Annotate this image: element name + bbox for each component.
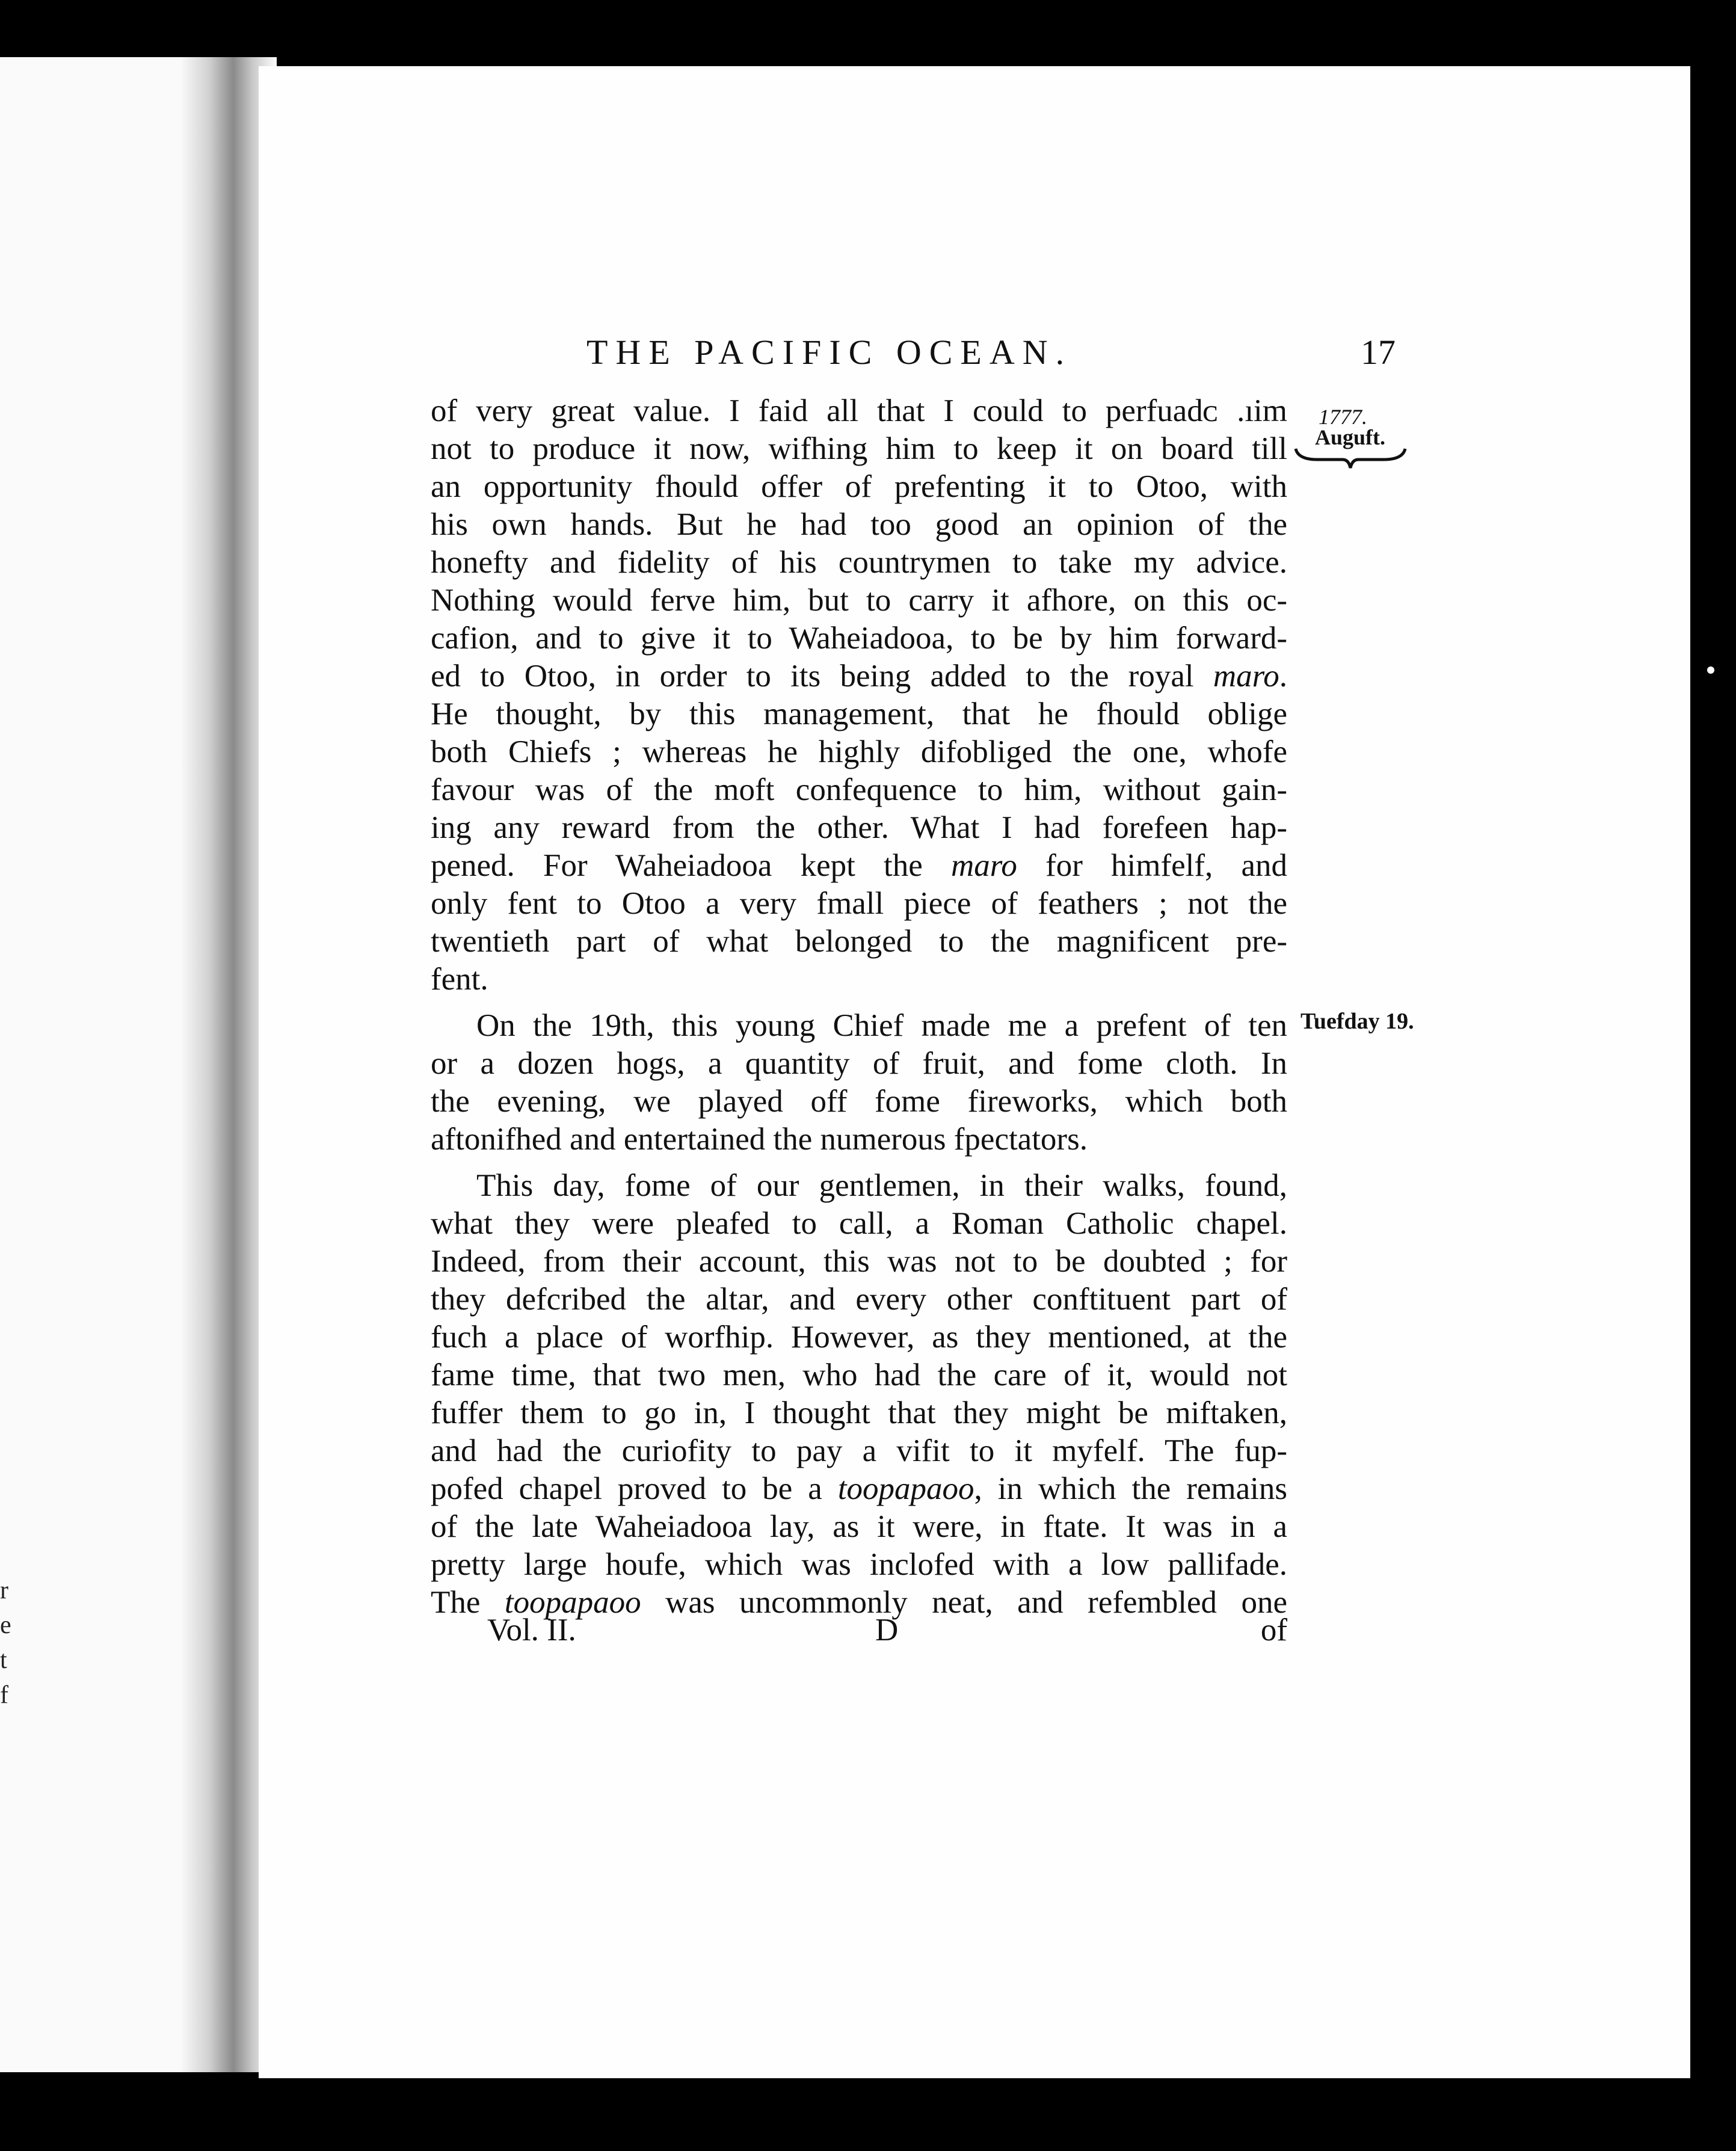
text-line: pened. For Waheiadooa kept the maro for himfelf, and <box>431 848 1287 883</box>
signature-mark: D <box>875 1613 899 1648</box>
text-line: ing any reward from the other. What I had forefeen hap- <box>431 810 1287 845</box>
text-line: The toopapaoo was uncommonly neat, and refembled one <box>431 1585 1288 1620</box>
margin-brace-icon <box>1293 444 1408 470</box>
margin-year: 1777. <box>1319 405 1367 429</box>
text-line: his own hands. But he had too good an opinion of the <box>431 507 1287 542</box>
margin-month: Auguft. <box>1315 425 1386 449</box>
text-line: Indeed, from their account, this was not to be doubted ; for <box>431 1244 1287 1279</box>
text-line: fuffer them to go in, I thought that they might be miftaken, <box>431 1396 1287 1430</box>
text-line: favour was of the moft confequence to him, without gain- <box>431 772 1287 807</box>
running-head: THE PACIFIC OCEAN. <box>586 333 1073 372</box>
text-line: He thought, by this management, that he fhould oblige <box>431 697 1287 731</box>
fragment-letter: e <box>0 1611 11 1639</box>
text-line: fent. <box>431 962 488 997</box>
text-line: ed to Otoo, in order to its being added to the royal maro. <box>431 659 1287 694</box>
text-line: This day, fome of our gentlemen, in their walks, found, <box>476 1168 1287 1203</box>
text-line: Nothing would ferve him, but to carry it afhore, on this oc- <box>431 583 1287 618</box>
text-line: of very great value. I faid all that I could to perfuadᴄ .ıim <box>431 393 1287 428</box>
scan-speck <box>1707 666 1714 674</box>
text-line: the evening, we played off fome fireworks, which both <box>431 1084 1287 1119</box>
text-line: honefty and fidelity of his countrymen to take my advice. <box>431 545 1287 580</box>
body-text <box>431 392 1287 1622</box>
fragment-letter: t <box>0 1646 7 1674</box>
margin-date-note: Tuefday 19. <box>1300 1009 1414 1034</box>
text-line: only fent to Otoo a very fmall piece of feathers ; not the <box>431 886 1287 921</box>
text-line: fame time, that two men, who had the care of it, would not <box>431 1358 1287 1392</box>
text-line: On the 19th, this young Chief made me a prefent of ten <box>476 1008 1287 1043</box>
text-line: cafion, and to give it to Waheiadooa, to be by him forward- <box>431 621 1287 656</box>
text-line: they defcribed the altar, and every other conftituent part of <box>431 1282 1287 1317</box>
text-line: pofed chapel proved to be a toopapaoo, in which the remains <box>431 1471 1287 1506</box>
page-number: 17 <box>1361 333 1396 372</box>
text-line: aftonifhed and entertained the numerous fpectators. <box>431 1122 1088 1157</box>
text-line: fuch a place of worfhip. However, as they mentioned, at the <box>431 1320 1287 1355</box>
text-line: what they were pleafed to call, a Roman Catholic chapel. <box>431 1206 1287 1241</box>
text-line: or a dozen hogs, a quantity of fruit, and fome cloth. In <box>431 1046 1287 1081</box>
fragment-letter: f <box>0 1681 8 1709</box>
text-line: pretty large houfe, which was inclofed with a low pallifade. <box>431 1547 1287 1582</box>
catchword: of <box>1260 1613 1287 1648</box>
text-line: not to produce it now, wifhing him to keep it on board till <box>431 431 1287 466</box>
fragment-letter: r <box>0 1577 8 1604</box>
volume-label: Vol. II. <box>487 1613 576 1648</box>
text-line: twentieth part of what belonged to the magnificent pre- <box>431 924 1287 959</box>
facing-page-fragments <box>0 1573 24 1712</box>
text-line: both Chiefs ; whereas he highly difobliged the one, whofe <box>431 734 1287 769</box>
page-footer <box>487 1612 1287 1654</box>
text-line: of the late Waheiadooa lay, as it were, in ftate. It was in a <box>431 1509 1287 1544</box>
text-line: and had the curiofity to pay a vifit to it myfelf. The fup- <box>431 1433 1287 1468</box>
text-line: an opportunity fhould offer of prefenting it to Otoo, with <box>431 469 1287 504</box>
